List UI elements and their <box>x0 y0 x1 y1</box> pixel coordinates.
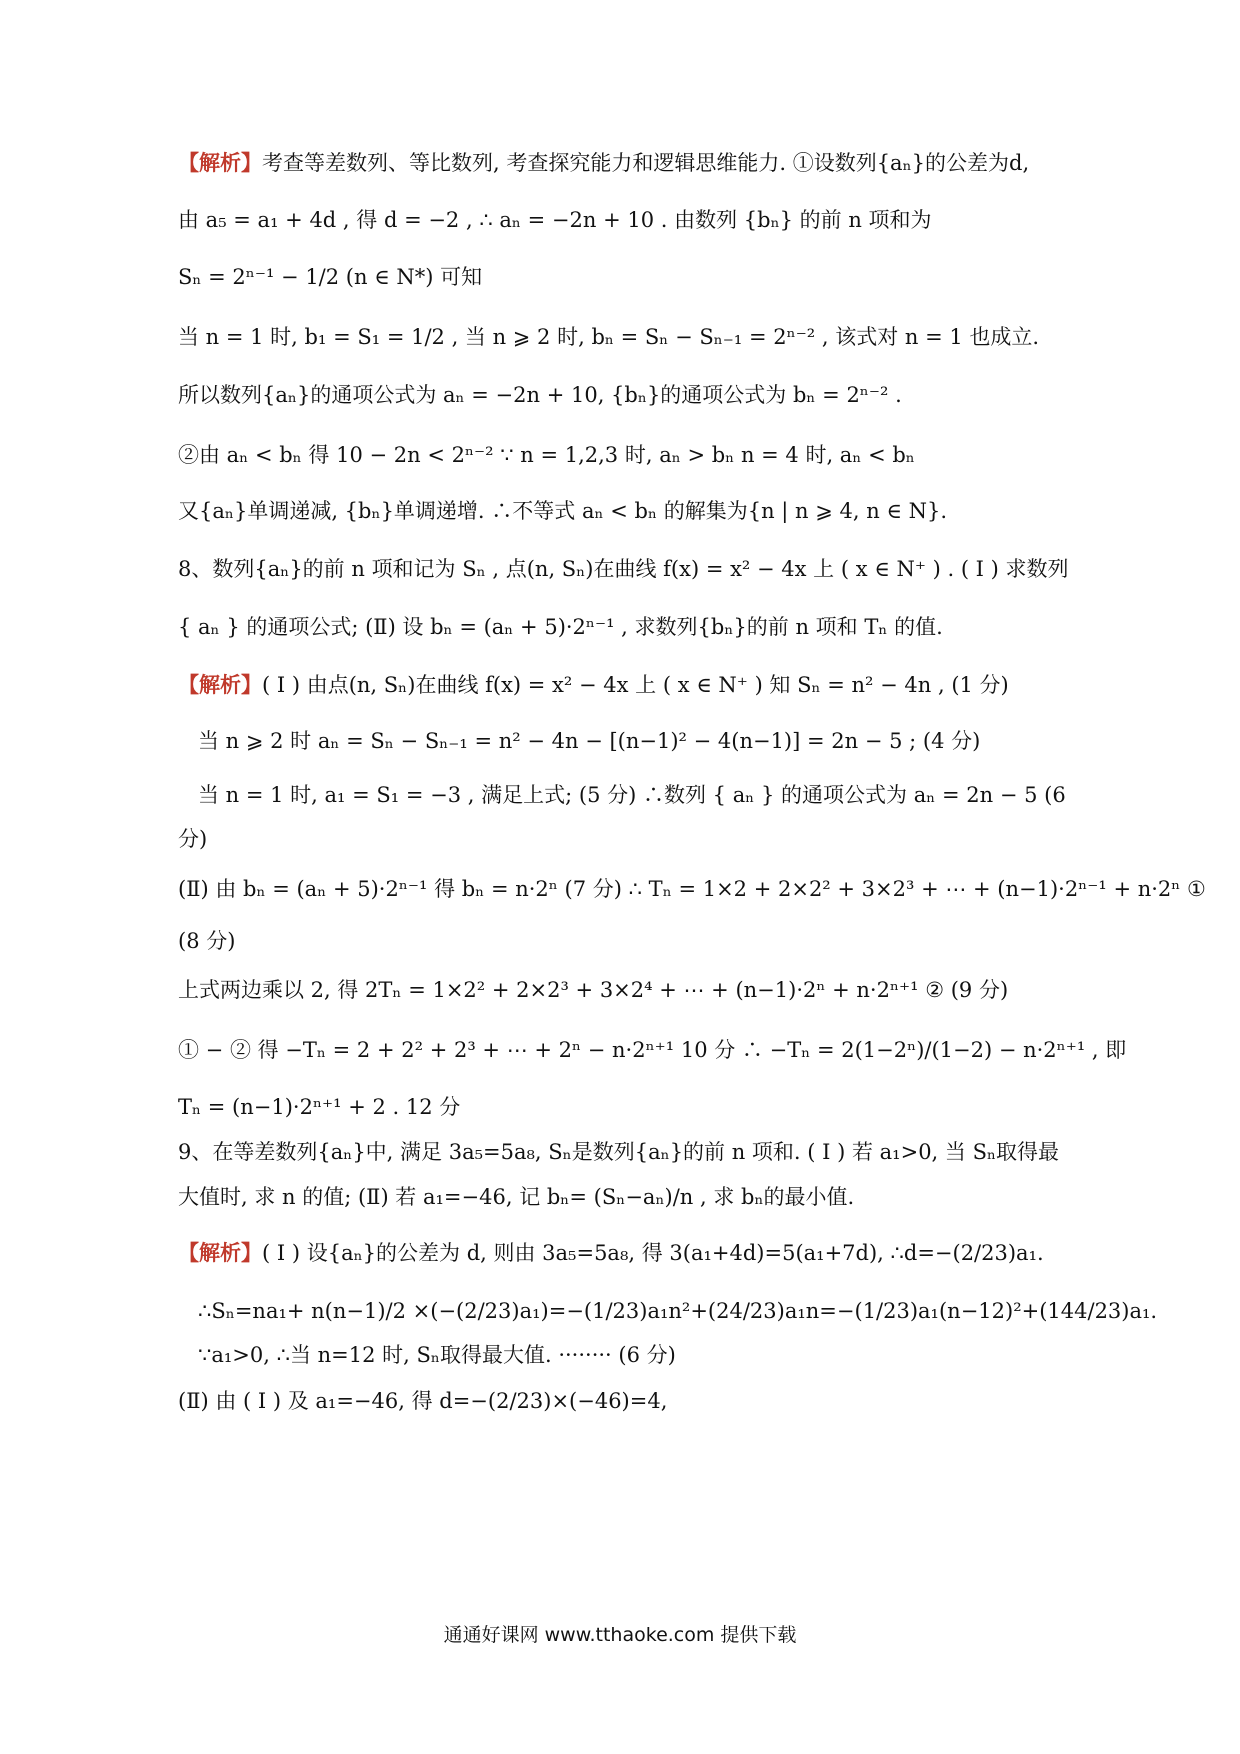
text-line-3: Sₙ = 2ⁿ⁻¹ − 1/2 (n ∈ N*) 可知 <box>178 265 483 289</box>
solution-8-line-2: 当 n ⩾ 2 时 aₙ = Sₙ − Sₙ₋₁ = n² − 4n − [(n−1)² − 4(n−1)] = 2n − 5 ; (4 分) <box>198 729 981 753</box>
solution-8-line-8: ① − ② 得 −Tₙ = 2 + 2² + 2³ + ⋯ + 2ⁿ − n·2ⁿ⁺¹ 10 分 ∴ −Tₙ = 2(1−2ⁿ)/(1−2) − n·2ⁿ⁺¹ , 即 <box>178 1038 1127 1062</box>
solution-9-line-4: (Ⅱ) 由 ( Ⅰ ) 及 a₁=−46, 得 d=−(2/23)×(−46)=4, <box>178 1389 668 1413</box>
problem-8-line-2: { aₙ } 的通项公式; (Ⅱ) 设 bₙ = (aₙ + 5)·2ⁿ⁻¹ , 求数列{bₙ}的前 n 项和 Tₙ 的值. <box>178 615 943 639</box>
solution-8-line-4: 分) <box>178 827 208 851</box>
text-line-6: ②由 aₙ < bₙ 得 10 − 2n < 2ⁿ⁻² ∵ n = 1,2,3 时, aₙ > bₙ n = 4 时, aₙ < bₙ <box>178 443 915 467</box>
solution-8-line-1: 【解析】( Ⅰ ) 由点(n, Sₙ)在曲线 f(x) = x² − 4x 上 ( x ∈ N⁺ ) 知 Sₙ = n² − 4n , (1 分) <box>178 672 1009 697</box>
text-line-2: 由 a₅ = a₁ + 4d , 得 d = −2 , ∴ aₙ = −2n + 10 . 由数列 {bₙ} 的前 n 项和为 <box>178 208 932 232</box>
solution-8-line-6: (8 分) <box>178 929 236 953</box>
text-line-4: 当 n = 1 时, b₁ = S₁ = 1/2 , 当 n ⩾ 2 时, bₙ = Sₙ − Sₙ₋₁ = 2ⁿ⁻² , 该式对 n = 1 也成立. <box>178 325 1040 349</box>
solution-9-line-1: 【解析】( Ⅰ ) 设{aₙ}的公差为 d, 则由 3a₅=5a₈, 得 3(a₁+4d)=5(a₁+7d), ∴d=−(2/23)a₁. <box>178 1240 1044 1265</box>
problem-8-line-1: 8、数列{aₙ}的前 n 项和记为 Sₙ , 点(n, Sₙ)在曲线 f(x) = x² − 4x 上 ( x ∈ N⁺ ) . ( Ⅰ ) 求数列 <box>178 557 1069 581</box>
solution-8-line-9: Tₙ = (n−1)·2ⁿ⁺¹ + 2 . 12 分 <box>178 1095 461 1119</box>
text-line-5: 所以数列{aₙ}的通项公式为 aₙ = −2n + 10, {bₙ}的通项公式为 bₙ = 2ⁿ⁻² . <box>178 383 902 407</box>
problem-9-line-1: 9、在等差数列{aₙ}中, 满足 3a₅=5a₈, Sₙ是数列{aₙ}的前 n 项和. ( Ⅰ ) 若 a₁>0, 当 Sₙ取得最 <box>178 1140 1060 1164</box>
solution-8-line-7: 上式两边乘以 2, 得 2Tₙ = 1×2² + 2×2³ + 3×2⁴ + ⋯ + (n−1)·2ⁿ + n·2ⁿ⁺¹ ② (9 分) <box>178 978 1009 1002</box>
solution-9-line-3: ∵a₁>0, ∴当 n=12 时, Sₙ取得最大值. ········ (6 分) <box>198 1343 676 1367</box>
analysis-tag: 【解析】 <box>178 150 262 175</box>
solution-9-line-2: ∴Sₙ=na₁+ n(n−1)/2 ×(−(2/23)a₁)=−(1/23)a₁n²+(24/23)a₁n=−(1/23)a₁(n−12)²+(144/23)a₁. <box>198 1299 1158 1323</box>
analysis-tag: 【解析】 <box>178 672 262 697</box>
text-line-7: 又{aₙ}单调递减, {bₙ}单调递增. ∴不等式 aₙ < bₙ 的解集为{n | n ⩾ 4, n ∈ N}. <box>178 499 948 523</box>
solution-8-line-3: 当 n = 1 时, a₁ = S₁ = −3 , 满足上式; (5 分) ∴数列 { aₙ } 的通项公式为 aₙ = 2n − 5 (6 <box>198 783 1066 807</box>
solution-8-line-5: (Ⅱ) 由 bₙ = (aₙ + 5)·2ⁿ⁻¹ 得 bₙ = n·2ⁿ (7 分) ∴ Tₙ = 1×2 + 2×2² + 3×2³ + ⋯ + (n−1)·2ⁿ⁻¹ + n·2ⁿ ① <box>178 877 1206 901</box>
page-footer: 通通好课网 www.tthaoke.com 提供下载 <box>443 1624 797 1646</box>
text-line-1: 【解析】考查等差数列、等比数列, 考查探究能力和逻辑思维能力. ①设数列{aₙ}的公差为d, <box>178 150 1030 175</box>
problem-9-line-2: 大值时, 求 n 的值; (Ⅱ) 若 a₁=−46, 记 bₙ= (Sₙ−aₙ)/n , 求 bₙ的最小值. <box>178 1185 855 1209</box>
analysis-tag: 【解析】 <box>178 1240 262 1265</box>
